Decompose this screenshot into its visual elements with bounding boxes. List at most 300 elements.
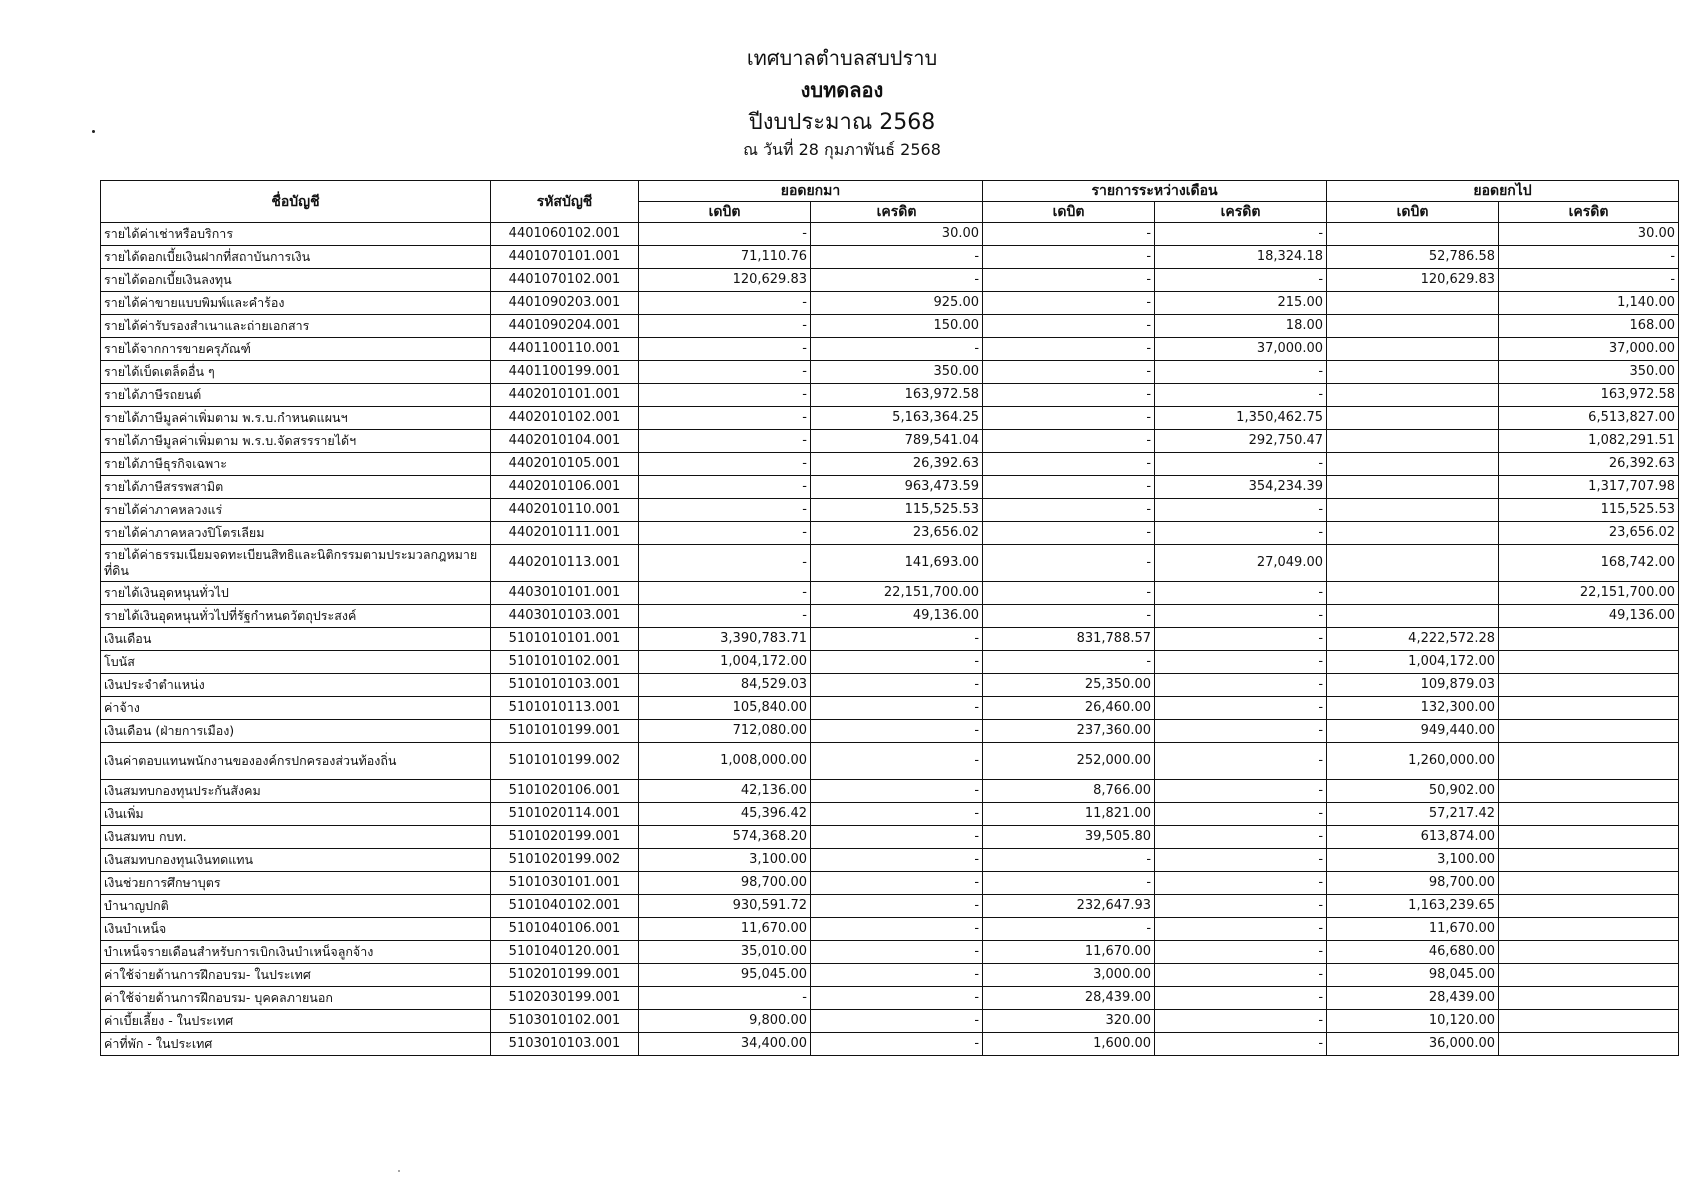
account-name-cell: เงินบำเหน็จ bbox=[101, 918, 491, 941]
month-credit-cell: - bbox=[1155, 780, 1327, 803]
month-credit-cell: - bbox=[1155, 499, 1327, 522]
account-code-cell: 5101020114.001 bbox=[491, 803, 639, 826]
table-row bbox=[101, 582, 1679, 605]
carried-forward-credit-cell: 26,392.63 bbox=[1499, 453, 1679, 476]
brought-forward-credit-cell: 5,163,364.25 bbox=[811, 407, 983, 430]
col-header-credit: เครดิต bbox=[1499, 202, 1679, 223]
account-name-cell: เงินสมทบกองทุนประกันสังคม bbox=[101, 780, 491, 803]
brought-forward-credit-cell: - bbox=[811, 918, 983, 941]
account-code-cell: 4402010111.001 bbox=[491, 522, 639, 545]
month-debit-cell: 831,788.57 bbox=[983, 628, 1155, 651]
carried-forward-credit-cell bbox=[1499, 628, 1679, 651]
carried-forward-debit-cell: 46,680.00 bbox=[1327, 941, 1499, 964]
account-name-cell: รายได้ดอกเบี้ยเงินลงทุน bbox=[101, 269, 491, 292]
brought-forward-credit-cell: 22,151,700.00 bbox=[811, 582, 983, 605]
month-debit-cell: 1,600.00 bbox=[983, 1033, 1155, 1056]
brought-forward-debit-cell: 9,800.00 bbox=[639, 1010, 811, 1033]
account-name-cell: รายได้ภาษีมูลค่าเพิ่มตาม พ.ร.บ.จัดสรรรายได้ฯ bbox=[101, 430, 491, 453]
account-name-cell: ค่าเบี้ยเลี้ยง - ในประเทศ bbox=[101, 1010, 491, 1033]
table-row bbox=[101, 384, 1679, 407]
brought-forward-debit-cell: 11,670.00 bbox=[639, 918, 811, 941]
month-debit-cell: - bbox=[983, 582, 1155, 605]
brought-forward-debit-cell: 84,529.03 bbox=[639, 674, 811, 697]
brought-forward-credit-cell: - bbox=[811, 964, 983, 987]
month-debit-cell: 39,505.80 bbox=[983, 826, 1155, 849]
month-debit-cell: - bbox=[983, 384, 1155, 407]
brought-forward-debit-cell: - bbox=[639, 987, 811, 1010]
account-name-cell: เงินประจำตำแหน่ง bbox=[101, 674, 491, 697]
account-code-cell: 5101010101.001 bbox=[491, 628, 639, 651]
brought-forward-debit-cell: - bbox=[639, 582, 811, 605]
group-header-brought-forward: ยอดยกมา bbox=[639, 181, 983, 202]
carried-forward-credit-cell: 37,000.00 bbox=[1499, 338, 1679, 361]
month-debit-cell: - bbox=[983, 651, 1155, 674]
brought-forward-credit-cell: 350.00 bbox=[811, 361, 983, 384]
table-row bbox=[101, 361, 1679, 384]
month-debit-cell: - bbox=[983, 499, 1155, 522]
col-header-account-code: รหัสบัญชี bbox=[491, 181, 639, 223]
carried-forward-debit-cell bbox=[1327, 292, 1499, 315]
carried-forward-credit-cell: 1,140.00 bbox=[1499, 292, 1679, 315]
carried-forward-debit-cell: 28,439.00 bbox=[1327, 987, 1499, 1010]
brought-forward-debit-cell: 3,390,783.71 bbox=[639, 628, 811, 651]
brought-forward-debit-cell: - bbox=[639, 223, 811, 246]
brought-forward-debit-cell: - bbox=[639, 384, 811, 407]
table-row bbox=[101, 697, 1679, 720]
account-code-cell: 4403010103.001 bbox=[491, 605, 639, 628]
table-row bbox=[101, 1010, 1679, 1033]
carried-forward-credit-cell: 163,972.58 bbox=[1499, 384, 1679, 407]
brought-forward-credit-cell: - bbox=[811, 826, 983, 849]
month-credit-cell: - bbox=[1155, 651, 1327, 674]
brought-forward-credit-cell: - bbox=[811, 987, 983, 1010]
carried-forward-debit-cell: 4,222,572.28 bbox=[1327, 628, 1499, 651]
month-credit-cell: - bbox=[1155, 674, 1327, 697]
carried-forward-debit-cell: 10,120.00 bbox=[1327, 1010, 1499, 1033]
carried-forward-credit-cell bbox=[1499, 941, 1679, 964]
account-name-cell: รายได้จากการขายครุภัณฑ์ bbox=[101, 338, 491, 361]
carried-forward-debit-cell bbox=[1327, 338, 1499, 361]
brought-forward-credit-cell: - bbox=[811, 246, 983, 269]
carried-forward-credit-cell: 1,317,707.98 bbox=[1499, 476, 1679, 499]
carried-forward-credit-cell: - bbox=[1499, 269, 1679, 292]
account-name-cell: รายได้ภาษีสรรพสามิต bbox=[101, 476, 491, 499]
brought-forward-credit-cell: - bbox=[811, 1010, 983, 1033]
account-name-cell: เงินค่าตอบแทนพนักงานขององค์กรปกครองส่วนท้องถิ่น bbox=[101, 743, 491, 780]
carried-forward-debit-cell bbox=[1327, 453, 1499, 476]
brought-forward-credit-cell: - bbox=[811, 849, 983, 872]
carried-forward-debit-cell bbox=[1327, 407, 1499, 430]
account-name-cell: รายได้ค่ารับรองสำเนาและถ่ายเอกสาร bbox=[101, 315, 491, 338]
month-debit-cell: - bbox=[983, 453, 1155, 476]
month-credit-cell: - bbox=[1155, 269, 1327, 292]
carried-forward-credit-cell bbox=[1499, 918, 1679, 941]
account-code-cell: 5101040102.001 bbox=[491, 895, 639, 918]
table-row bbox=[101, 605, 1679, 628]
group-header-during-month: รายการระหว่างเดือน bbox=[983, 181, 1327, 202]
brought-forward-credit-cell: - bbox=[811, 338, 983, 361]
month-credit-cell: - bbox=[1155, 223, 1327, 246]
account-code-cell: 4402010104.001 bbox=[491, 430, 639, 453]
carried-forward-credit-cell bbox=[1499, 780, 1679, 803]
account-code-cell: 5101020199.002 bbox=[491, 849, 639, 872]
account-name-cell: ค่าจ้าง bbox=[101, 697, 491, 720]
brought-forward-credit-cell: - bbox=[811, 743, 983, 780]
col-header-credit: เครดิต bbox=[811, 202, 983, 223]
carried-forward-debit-cell: 57,217.42 bbox=[1327, 803, 1499, 826]
account-code-cell: 4402010102.001 bbox=[491, 407, 639, 430]
carried-forward-debit-cell bbox=[1327, 499, 1499, 522]
month-credit-cell: - bbox=[1155, 453, 1327, 476]
carried-forward-debit-cell bbox=[1327, 582, 1499, 605]
carried-forward-debit-cell: 3,100.00 bbox=[1327, 849, 1499, 872]
table-row bbox=[101, 826, 1679, 849]
table-row bbox=[101, 338, 1679, 361]
brought-forward-credit-cell: - bbox=[811, 872, 983, 895]
month-debit-cell: 28,439.00 bbox=[983, 987, 1155, 1010]
brought-forward-debit-cell: 105,840.00 bbox=[639, 697, 811, 720]
month-debit-cell: - bbox=[983, 361, 1155, 384]
month-debit-cell: - bbox=[983, 407, 1155, 430]
account-code-cell: 4401100199.001 bbox=[491, 361, 639, 384]
month-credit-cell: - bbox=[1155, 605, 1327, 628]
account-name-cell: รายได้ค่าธรรมเนียมจดทะเบียนสิทธิและนิติกรรมตามประมวลกฎหมายที่ดิน bbox=[101, 545, 491, 582]
month-credit-cell: - bbox=[1155, 872, 1327, 895]
account-name-cell: รายได้ภาษีรถยนต์ bbox=[101, 384, 491, 407]
month-credit-cell: 27,049.00 bbox=[1155, 545, 1327, 582]
table-row bbox=[101, 743, 1679, 780]
brought-forward-credit-cell: 141,693.00 bbox=[811, 545, 983, 582]
carried-forward-credit-cell bbox=[1499, 872, 1679, 895]
brought-forward-credit-cell: 789,541.04 bbox=[811, 430, 983, 453]
account-code-cell: 5101040120.001 bbox=[491, 941, 639, 964]
table-row bbox=[101, 987, 1679, 1010]
account-code-cell: 5101020106.001 bbox=[491, 780, 639, 803]
carried-forward-credit-cell bbox=[1499, 1033, 1679, 1056]
month-debit-cell: - bbox=[983, 430, 1155, 453]
account-name-cell: ค่าที่พัก - ในประเทศ bbox=[101, 1033, 491, 1056]
account-code-cell: 4401070101.001 bbox=[491, 246, 639, 269]
account-name-cell: เงินเพิ่ม bbox=[101, 803, 491, 826]
carried-forward-credit-cell: 6,513,827.00 bbox=[1499, 407, 1679, 430]
brought-forward-debit-cell: - bbox=[639, 315, 811, 338]
brought-forward-debit-cell: 574,368.20 bbox=[639, 826, 811, 849]
account-code-cell: 4403010101.001 bbox=[491, 582, 639, 605]
brought-forward-credit-cell: 115,525.53 bbox=[811, 499, 983, 522]
account-code-cell: 5103010102.001 bbox=[491, 1010, 639, 1033]
carried-forward-credit-cell: 115,525.53 bbox=[1499, 499, 1679, 522]
table-row bbox=[101, 1033, 1679, 1056]
col-header-account-name: ชื่อบัญชี bbox=[101, 181, 491, 223]
carried-forward-debit-cell: 1,004,172.00 bbox=[1327, 651, 1499, 674]
brought-forward-debit-cell: - bbox=[639, 545, 811, 582]
month-credit-cell: - bbox=[1155, 743, 1327, 780]
table-row bbox=[101, 803, 1679, 826]
brought-forward-debit-cell: 1,004,172.00 bbox=[639, 651, 811, 674]
brought-forward-credit-cell: - bbox=[811, 895, 983, 918]
account-code-cell: 4401100110.001 bbox=[491, 338, 639, 361]
table-row bbox=[101, 407, 1679, 430]
account-name-cell: บำนาญปกติ bbox=[101, 895, 491, 918]
month-debit-cell: - bbox=[983, 918, 1155, 941]
brought-forward-debit-cell: - bbox=[639, 430, 811, 453]
carried-forward-credit-cell bbox=[1499, 803, 1679, 826]
account-name-cell: รายได้ดอกเบี้ยเงินฝากที่สถาบันการเงิน bbox=[101, 246, 491, 269]
month-debit-cell: - bbox=[983, 545, 1155, 582]
month-debit-cell: 11,821.00 bbox=[983, 803, 1155, 826]
carried-forward-credit-cell: 30.00 bbox=[1499, 223, 1679, 246]
org-name: เทศบาลตำบลสบปราบ bbox=[746, 46, 938, 70]
month-credit-cell: - bbox=[1155, 522, 1327, 545]
account-name-cell: เงินเดือน bbox=[101, 628, 491, 651]
carried-forward-credit-cell bbox=[1499, 651, 1679, 674]
account-code-cell: 5101020199.001 bbox=[491, 826, 639, 849]
account-name-cell: รายได้เงินอุดหนุนทั่วไป bbox=[101, 582, 491, 605]
account-code-cell: 4401070102.001 bbox=[491, 269, 639, 292]
month-debit-cell: - bbox=[983, 476, 1155, 499]
carried-forward-debit-cell: 1,163,239.65 bbox=[1327, 895, 1499, 918]
month-debit-cell: - bbox=[983, 269, 1155, 292]
month-credit-cell: - bbox=[1155, 720, 1327, 743]
carried-forward-debit-cell: 109,879.03 bbox=[1327, 674, 1499, 697]
carried-forward-credit-cell bbox=[1499, 849, 1679, 872]
brought-forward-debit-cell: 34,400.00 bbox=[639, 1033, 811, 1056]
account-code-cell: 5101010199.001 bbox=[491, 720, 639, 743]
table-row bbox=[101, 453, 1679, 476]
account-name-cell: รายได้เบ็ดเตล็ดอื่น ๆ bbox=[101, 361, 491, 384]
table-row bbox=[101, 720, 1679, 743]
brought-forward-debit-cell: - bbox=[639, 338, 811, 361]
account-code-cell: 4401090204.001 bbox=[491, 315, 639, 338]
table-row bbox=[101, 292, 1679, 315]
carried-forward-credit-cell bbox=[1499, 987, 1679, 1010]
table-row bbox=[101, 780, 1679, 803]
account-name-cell: บำเหน็จรายเดือนสำหรับการเบิกเงินบำเหน็จลูกจ้าง bbox=[101, 941, 491, 964]
table-row bbox=[101, 223, 1679, 246]
brought-forward-credit-cell: - bbox=[811, 628, 983, 651]
account-code-cell: 4401090203.001 bbox=[491, 292, 639, 315]
month-debit-cell: - bbox=[983, 849, 1155, 872]
table-row bbox=[101, 430, 1679, 453]
carried-forward-credit-cell bbox=[1499, 720, 1679, 743]
carried-forward-credit-cell: - bbox=[1499, 246, 1679, 269]
brought-forward-debit-cell: 35,010.00 bbox=[639, 941, 811, 964]
month-debit-cell: - bbox=[983, 605, 1155, 628]
account-code-cell: 5101010102.001 bbox=[491, 651, 639, 674]
carried-forward-debit-cell: 36,000.00 bbox=[1327, 1033, 1499, 1056]
month-debit-cell: 232,647.93 bbox=[983, 895, 1155, 918]
brought-forward-debit-cell: - bbox=[639, 476, 811, 499]
account-code-cell: 5101010199.002 bbox=[491, 743, 639, 780]
month-credit-cell: 18.00 bbox=[1155, 315, 1327, 338]
table-row bbox=[101, 895, 1679, 918]
brought-forward-credit-cell: - bbox=[811, 1033, 983, 1056]
brought-forward-debit-cell: - bbox=[639, 292, 811, 315]
month-credit-cell: - bbox=[1155, 1010, 1327, 1033]
scan-speck bbox=[398, 1170, 400, 1172]
month-credit-cell: - bbox=[1155, 697, 1327, 720]
carried-forward-credit-cell: 49,136.00 bbox=[1499, 605, 1679, 628]
month-debit-cell: - bbox=[983, 246, 1155, 269]
brought-forward-credit-cell: - bbox=[811, 651, 983, 674]
table-row bbox=[101, 651, 1679, 674]
carried-forward-debit-cell: 949,440.00 bbox=[1327, 720, 1499, 743]
month-debit-cell: 25,350.00 bbox=[983, 674, 1155, 697]
account-name-cell: เงินเดือน (ฝ่ายการเมือง) bbox=[101, 720, 491, 743]
month-debit-cell: - bbox=[983, 292, 1155, 315]
table-row bbox=[101, 522, 1679, 545]
account-code-cell: 5101010113.001 bbox=[491, 697, 639, 720]
header-row-groups bbox=[101, 181, 1679, 202]
table-row bbox=[101, 941, 1679, 964]
brought-forward-credit-cell: 23,656.02 bbox=[811, 522, 983, 545]
brought-forward-debit-cell: 1,008,000.00 bbox=[639, 743, 811, 780]
fiscal-year: ปีงบประมาณ 2568 bbox=[748, 110, 936, 135]
carried-forward-debit-cell: 613,874.00 bbox=[1327, 826, 1499, 849]
month-credit-cell: - bbox=[1155, 384, 1327, 407]
table-row bbox=[101, 476, 1679, 499]
carried-forward-credit-cell bbox=[1499, 826, 1679, 849]
carried-forward-credit-cell: 23,656.02 bbox=[1499, 522, 1679, 545]
month-credit-cell: - bbox=[1155, 987, 1327, 1010]
brought-forward-credit-cell: 925.00 bbox=[811, 292, 983, 315]
month-credit-cell: - bbox=[1155, 361, 1327, 384]
month-credit-cell: - bbox=[1155, 628, 1327, 651]
month-debit-cell: 26,460.00 bbox=[983, 697, 1155, 720]
month-credit-cell: 292,750.47 bbox=[1155, 430, 1327, 453]
month-debit-cell: 11,670.00 bbox=[983, 941, 1155, 964]
account-name-cell: โบนัส bbox=[101, 651, 491, 674]
account-code-cell: 4402010110.001 bbox=[491, 499, 639, 522]
brought-forward-debit-cell: 71,110.76 bbox=[639, 246, 811, 269]
account-code-cell: 4401060102.001 bbox=[491, 223, 639, 246]
account-name-cell: เงินช่วยการศึกษาบุตร bbox=[101, 872, 491, 895]
carried-forward-debit-cell bbox=[1327, 430, 1499, 453]
account-name-cell: รายได้ค่าภาคหลวงปิโตรเลียม bbox=[101, 522, 491, 545]
carried-forward-debit-cell bbox=[1327, 223, 1499, 246]
account-name-cell: เงินสมทบกองทุนเงินทดแทน bbox=[101, 849, 491, 872]
col-header-debit: เดบิต bbox=[983, 202, 1155, 223]
carried-forward-credit-cell: 168.00 bbox=[1499, 315, 1679, 338]
carried-forward-debit-cell: 98,700.00 bbox=[1327, 872, 1499, 895]
carried-forward-debit-cell: 1,260,000.00 bbox=[1327, 743, 1499, 780]
brought-forward-debit-cell: - bbox=[639, 453, 811, 476]
account-name-cell: ค่าใช้จ่ายด้านการฝึกอบรม- บุคคลภายนอก bbox=[101, 987, 491, 1010]
month-debit-cell: 8,766.00 bbox=[983, 780, 1155, 803]
carried-forward-debit-cell: 52,786.58 bbox=[1327, 246, 1499, 269]
brought-forward-credit-cell: - bbox=[811, 803, 983, 826]
table-row bbox=[101, 918, 1679, 941]
account-code-cell: 5102010199.001 bbox=[491, 964, 639, 987]
account-name-cell: รายได้ค่าขายแบบพิมพ์และคำร้อง bbox=[101, 292, 491, 315]
month-credit-cell: - bbox=[1155, 918, 1327, 941]
account-name-cell: เงินสมทบ กบท. bbox=[101, 826, 491, 849]
carried-forward-debit-cell: 120,629.83 bbox=[1327, 269, 1499, 292]
group-header-carried-forward: ยอดยกไป bbox=[1327, 181, 1679, 202]
brought-forward-debit-cell: 45,396.42 bbox=[639, 803, 811, 826]
month-credit-cell: - bbox=[1155, 582, 1327, 605]
col-header-debit: เดบิต bbox=[1327, 202, 1499, 223]
account-code-cell: 4402010101.001 bbox=[491, 384, 639, 407]
month-credit-cell: - bbox=[1155, 895, 1327, 918]
month-debit-cell: 252,000.00 bbox=[983, 743, 1155, 780]
brought-forward-debit-cell: - bbox=[639, 407, 811, 430]
carried-forward-debit-cell bbox=[1327, 476, 1499, 499]
table-row bbox=[101, 269, 1679, 292]
month-credit-cell: 354,234.39 bbox=[1155, 476, 1327, 499]
carried-forward-credit-cell bbox=[1499, 743, 1679, 780]
account-code-cell: 4402010106.001 bbox=[491, 476, 639, 499]
carried-forward-credit-cell: 1,082,291.51 bbox=[1499, 430, 1679, 453]
table-row bbox=[101, 964, 1679, 987]
as-of-date: ณ วันที่ 28 กุมภาพันธ์ 2568 bbox=[743, 140, 941, 159]
month-debit-cell: - bbox=[983, 338, 1155, 361]
brought-forward-debit-cell: 930,591.72 bbox=[639, 895, 811, 918]
brought-forward-credit-cell: - bbox=[811, 780, 983, 803]
month-debit-cell: - bbox=[983, 223, 1155, 246]
month-credit-cell: - bbox=[1155, 849, 1327, 872]
account-name-cell: รายได้เงินอุดหนุนทั่วไปที่รัฐกำหนดวัตถุประสงค์ bbox=[101, 605, 491, 628]
month-credit-cell: 215.00 bbox=[1155, 292, 1327, 315]
brought-forward-debit-cell: 95,045.00 bbox=[639, 964, 811, 987]
trial-balance-table bbox=[100, 180, 1679, 1056]
col-header-debit: เดบิต bbox=[639, 202, 811, 223]
brought-forward-credit-cell: - bbox=[811, 941, 983, 964]
col-header-credit: เครดิต bbox=[1155, 202, 1327, 223]
month-debit-cell: - bbox=[983, 315, 1155, 338]
brought-forward-credit-cell: - bbox=[811, 697, 983, 720]
carried-forward-credit-cell bbox=[1499, 895, 1679, 918]
account-code-cell: 5101040106.001 bbox=[491, 918, 639, 941]
table-body bbox=[101, 223, 1679, 1056]
brought-forward-debit-cell: - bbox=[639, 522, 811, 545]
carried-forward-credit-cell bbox=[1499, 674, 1679, 697]
carried-forward-debit-cell bbox=[1327, 384, 1499, 407]
account-code-cell: 4402010113.001 bbox=[491, 545, 639, 582]
carried-forward-debit-cell bbox=[1327, 605, 1499, 628]
month-debit-cell: - bbox=[983, 872, 1155, 895]
month-credit-cell: - bbox=[1155, 964, 1327, 987]
brought-forward-credit-cell: - bbox=[811, 720, 983, 743]
month-debit-cell: 320.00 bbox=[983, 1010, 1155, 1033]
carried-forward-debit-cell bbox=[1327, 545, 1499, 582]
document-title: งบทดลอง bbox=[800, 78, 884, 102]
account-code-cell: 4402010105.001 bbox=[491, 453, 639, 476]
account-code-cell: 5101030101.001 bbox=[491, 872, 639, 895]
brought-forward-debit-cell: 98,700.00 bbox=[639, 872, 811, 895]
month-credit-cell: - bbox=[1155, 941, 1327, 964]
month-credit-cell: 1,350,462.75 bbox=[1155, 407, 1327, 430]
brought-forward-debit-cell: - bbox=[639, 605, 811, 628]
month-debit-cell: 237,360.00 bbox=[983, 720, 1155, 743]
brought-forward-credit-cell: 963,473.59 bbox=[811, 476, 983, 499]
carried-forward-debit-cell: 11,670.00 bbox=[1327, 918, 1499, 941]
account-code-cell: 5103010103.001 bbox=[491, 1033, 639, 1056]
carried-forward-debit-cell bbox=[1327, 315, 1499, 338]
brought-forward-debit-cell: 3,100.00 bbox=[639, 849, 811, 872]
month-debit-cell: - bbox=[983, 522, 1155, 545]
table-row bbox=[101, 315, 1679, 338]
brought-forward-credit-cell: 163,972.58 bbox=[811, 384, 983, 407]
carried-forward-debit-cell: 50,902.00 bbox=[1327, 780, 1499, 803]
carried-forward-credit-cell bbox=[1499, 697, 1679, 720]
carried-forward-debit-cell bbox=[1327, 522, 1499, 545]
account-code-cell: 5102030199.001 bbox=[491, 987, 639, 1010]
carried-forward-credit-cell: 22,151,700.00 bbox=[1499, 582, 1679, 605]
scan-speck bbox=[92, 130, 95, 133]
account-name-cell: รายได้ค่าภาคหลวงแร่ bbox=[101, 499, 491, 522]
brought-forward-credit-cell: - bbox=[811, 674, 983, 697]
